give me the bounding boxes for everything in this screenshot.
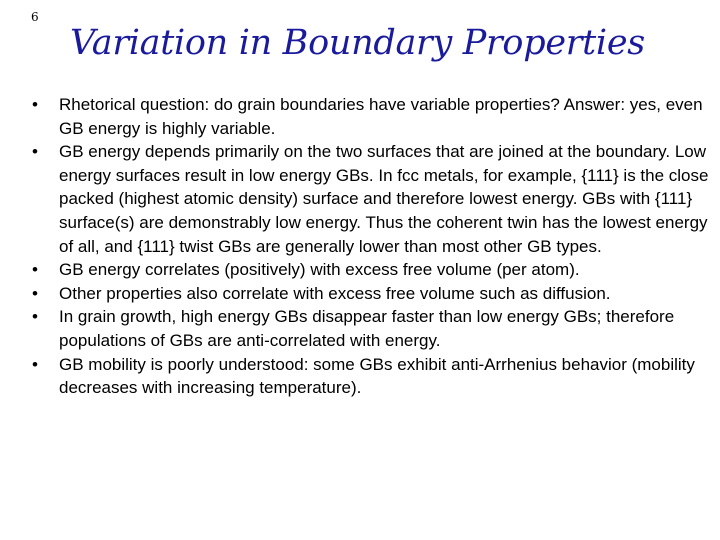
- bullet-text: Other properties also correlate with excess free volume such as diffusion.: [59, 283, 611, 303]
- bullet-text: In grain growth, high energy GBs disappear faster than low energy GBs; therefore populations of GBs are anti-correlated with energy.: [59, 307, 675, 350]
- bullet-text: GB mobility is poorly understood: some GBs exhibit anti-Arrhenius behavior (mobility decreases with increasing temperature).: [59, 354, 695, 398]
- slide-number: 6: [31, 10, 39, 24]
- slide-title: Variation in Boundary Properties: [70, 23, 645, 63]
- bullet-dot-icon: •: [32, 260, 38, 280]
- bullet-dot-icon: •: [32, 283, 38, 303]
- bullet-list: [28, 93, 714, 400]
- bullet-text: Rhetorical question: do grain boundaries have variable properties? Answer: yes, even GB energy is highly variable.: [59, 95, 703, 138]
- bullet-item: [28, 353, 714, 400]
- bullet-item: [28, 258, 714, 282]
- bullet-item: [28, 282, 714, 306]
- bullet-dot-icon: •: [32, 142, 38, 162]
- bullet-text: GB energy correlates (positively) with excess free volume (per atom).: [59, 260, 580, 280]
- bullet-text: GB energy depends primarily on the two surfaces that are joined at the boundary. Low energy surfaces result in low energy GBs. In fcc metals, for example, {111} is the close packed (highest atomic density) surface and therefore lowest energy. GBs with {111} surface(s) are demonstrably low energy. Thus the coherent twin has the lowest energy of all, and {111} twist GBs are generally lower than most other GB types.: [59, 142, 709, 256]
- bullet-item: [28, 140, 714, 258]
- bullet-dot-icon: •: [32, 307, 38, 327]
- bullet-item: [28, 305, 714, 352]
- bullet-dot-icon: •: [32, 354, 38, 374]
- bullet-dot-icon: •: [32, 95, 38, 114]
- bullet-item: [28, 93, 714, 140]
